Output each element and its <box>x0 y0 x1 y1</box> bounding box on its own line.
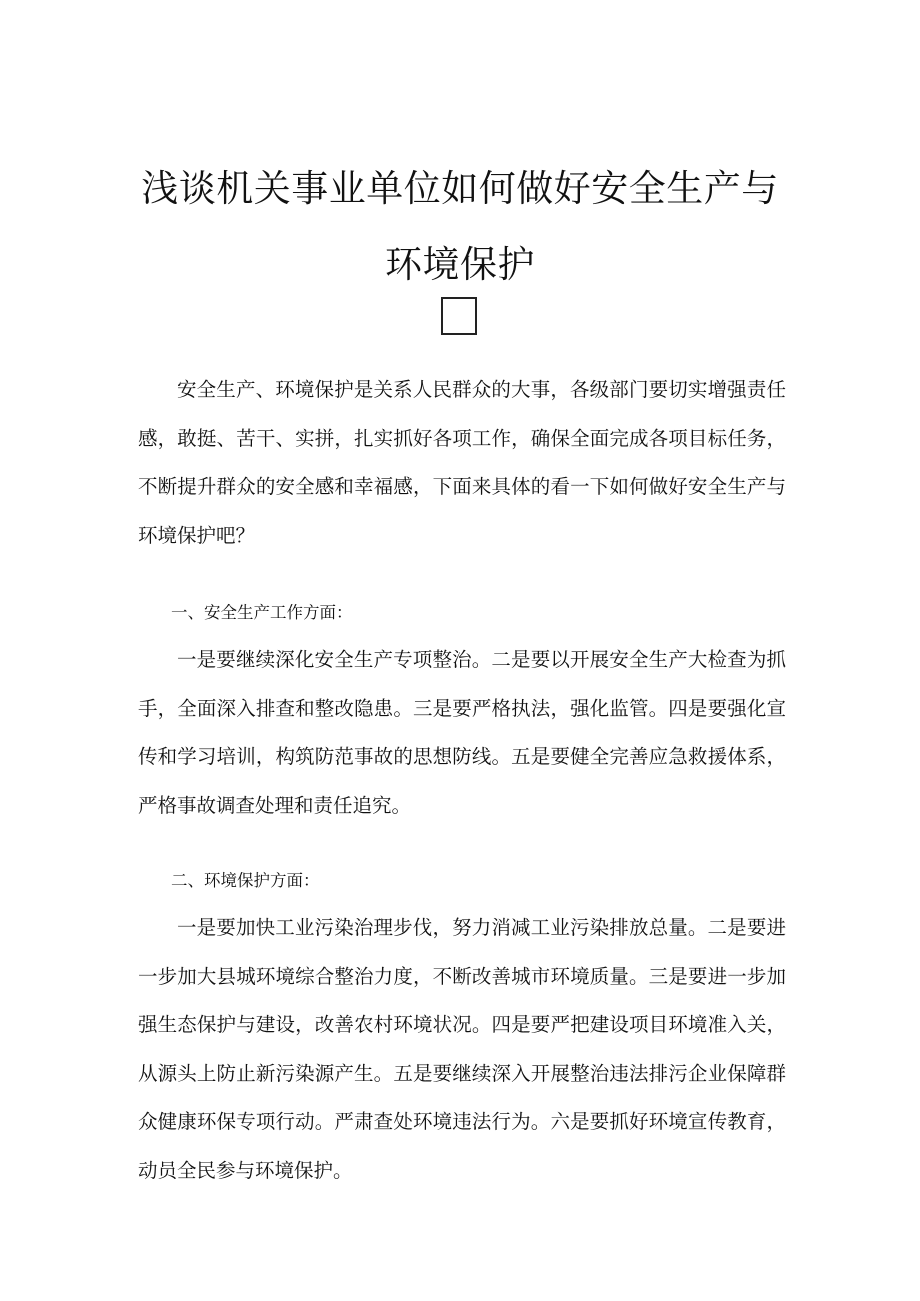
section-body-environment: 一是要加快工业污染治理步伐，努力消减工业污染排放总量。二是要进一步加大县城环境综合整治力度，不断改善城市环境质量。三是要进一步加强生态保护与建设，改善农村环境状况。四是要严把建设项目环境准入关，从源头上防止新污染源产生。五是要继续深入开展整治违法排污企业保障群众健康环保专项行动。严肃查处环境违法行为。六是要抓好环境宣传教育，动员全民参与环境保护。 <box>138 916 786 1182</box>
document-title-line-2: 环境保护 <box>385 243 535 286</box>
image-placeholder-box <box>441 297 477 335</box>
intro-paragraph: 安全生产、环境保护是关系人民群众的大事，各级部门要切实增强责任感，敢挺、苦干、实拼，扎实抓好各项工作，确保全面完成各项目标任务，不断提升群众的安全感和幸福感，下面来具体的看一下如何做好安全生产与环境保护吧？ <box>138 378 786 547</box>
section-body-safety: 一是要继续深化安全生产专项整治。二是要以开展安全生产大检查为抓手，全面深入排查和整改隐患。三是要严格执法，强化监管。四是要强化宣传和学习培训，构筑防范事故的思想防线。五是要健全完善应急救援体系，严格事故调查处理和责任追究。 <box>138 648 786 817</box>
section-heading-safety: 一、安全生产工作方面： <box>171 603 353 622</box>
section-heading-environment: 二、环境保护方面： <box>171 871 320 890</box>
document-title-line-1: 浅谈机关事业单位如何做好安全生产与 <box>141 167 779 210</box>
